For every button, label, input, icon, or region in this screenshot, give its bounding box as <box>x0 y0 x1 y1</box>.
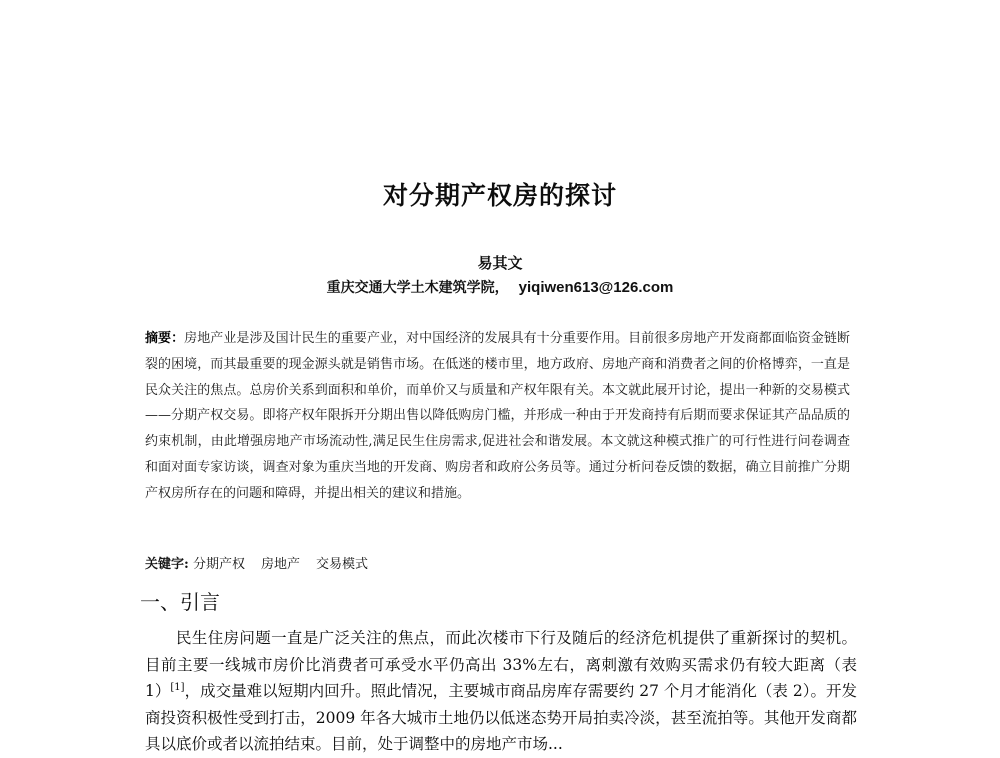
author-name: 易其文 <box>477 254 523 272</box>
keywords-label: 关键字: <box>145 557 189 572</box>
keywords <box>145 553 384 572</box>
keyword-item: 交易模式 <box>315 557 368 572</box>
affiliation-text: 重庆交通大学土木建筑学院， <box>326 280 509 296</box>
citation-ref: [1] <box>170 681 185 693</box>
keyword-item: 房地产 <box>260 557 300 572</box>
body-paragraph <box>145 625 857 758</box>
keyword-item: 分期产权 <box>192 557 245 572</box>
abstract-text: 房地产业是涉及国计民生的重要产业，对中国经济的发展具有十分重要作用。目前很多房地产开发商都面临资金链断裂的困境，而其最重要的现金源头就是销售市场。在低迷的楼市里，地方政府、房地产商和消费者之间的价格博弈，一直是民众关注的焦点。总房价关系到面积和单价，而单价又与质量和产权年限有关。本文就此展开讨论，提出一种新的交易模式——分期产权交易。即将产权年限拆开分期出售以降低购房门槛，并形成一种由于开发商持有后期而要求保证其产品品质的约束机制，由此增强房地产市场流动性,满足民生住房需求,促进社会和谐发展。本文就这种模式推广的可行性进行问卷调查和面对面专家访谈，调查对象为重庆当地的开发商、购房者和政府公务员等。通过分析问卷反馈的数据，确立目前推广分期产权房所存在的问题和障碍，并提出相关的建议和措施。 <box>145 331 850 501</box>
author-affiliation <box>0 277 1000 297</box>
paper-title: 对分期产权房的探讨 <box>382 181 617 210</box>
author-email: yiqiwen613@126.com <box>518 279 674 296</box>
abstract-label: 摘要： <box>145 331 185 346</box>
body-text-part2: ，成交量难以短期内回升。照此情况，主要城市商品房库存需要约 27 个月才能消化（表 2）。开发商投资积极性受到打击，2009 年各大城市土地仍以低迷态势开局拍卖冷淡，甚至流拍等。其他开发商都具以底价或者以流拍结束。目前，处于调整中的房地产市场... <box>145 682 857 753</box>
body-text-part1: 民生住房问题一直是广泛关注的焦点，而此次楼市下行及随后的经济危机提供了重新探讨的契机。目前主要一线城市房价比消费者可承受水平仍高出 33%左右，离刺激有效购买需求仍有较大距离（表 1） <box>145 629 857 700</box>
section-heading-introduction: 一、引言 <box>140 590 220 614</box>
abstract <box>145 326 850 507</box>
